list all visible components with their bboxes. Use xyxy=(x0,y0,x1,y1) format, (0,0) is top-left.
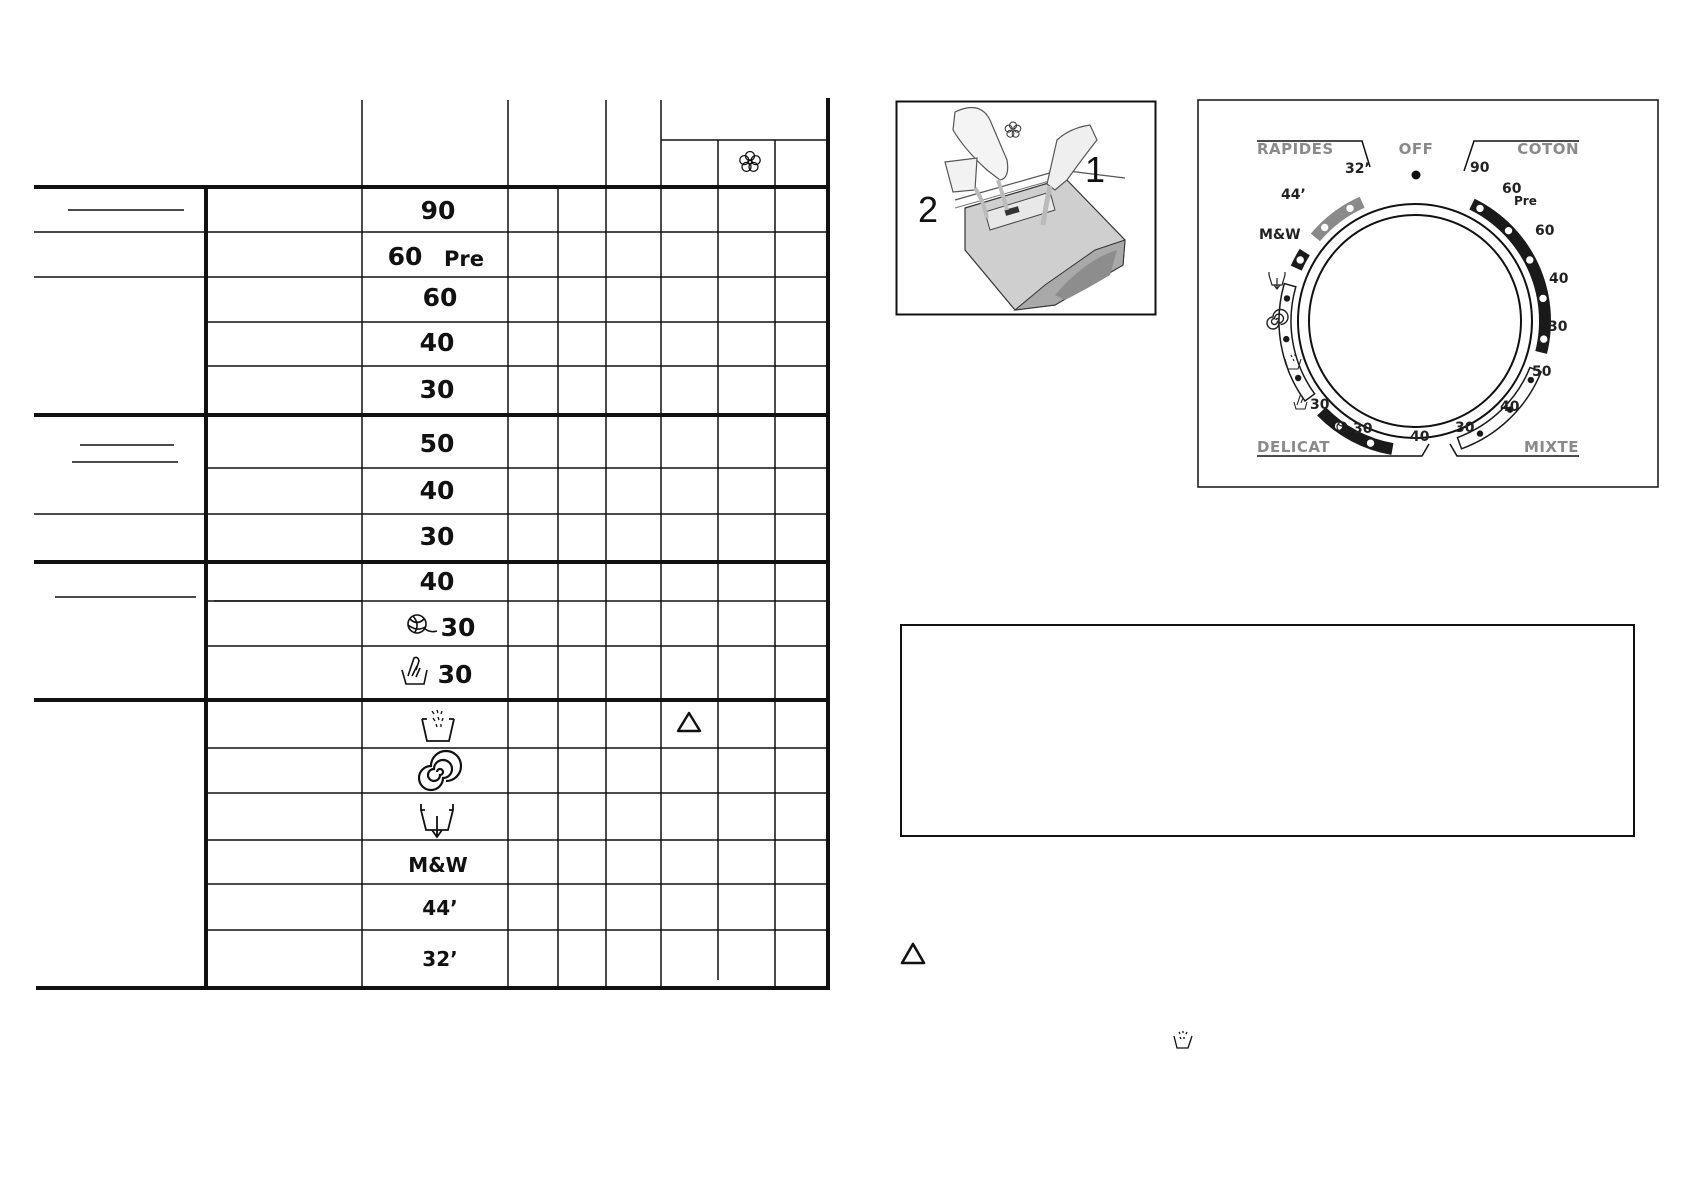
warning-triangle-icon xyxy=(678,713,700,731)
mw-dot xyxy=(1297,257,1303,263)
dial-label-d30wool: 30 xyxy=(1353,421,1373,437)
dial-label-mw: M&W xyxy=(1259,227,1301,243)
callout-2: 2 xyxy=(918,189,939,230)
wool-ball-icon xyxy=(408,615,437,633)
program-label: 32’ xyxy=(422,947,458,971)
program-suffix: Pre xyxy=(444,247,484,271)
dial-group-off: OFF xyxy=(1398,140,1434,158)
program-label: 50 xyxy=(419,429,455,458)
dial-group-delicat: DELICAT xyxy=(1257,438,1331,456)
dial-label-d40: 40 xyxy=(1410,429,1430,445)
program-label: 44’ xyxy=(422,896,458,920)
dial-label-m30: 30 xyxy=(1455,420,1475,436)
program-label: M&W xyxy=(408,853,468,877)
coton-dot xyxy=(1540,295,1546,301)
rapides-dot xyxy=(1321,224,1327,230)
program-label: 40 xyxy=(419,476,455,505)
coton-dot xyxy=(1477,205,1483,211)
program-label: 30 xyxy=(419,375,455,404)
program-label: 30 xyxy=(437,660,473,689)
program-label: 60 xyxy=(422,283,458,312)
dial-label-44: 44’ xyxy=(1281,187,1306,203)
program-dial-figure xyxy=(1197,99,1659,489)
program-label: 90 xyxy=(420,196,456,225)
program-label: 30 xyxy=(419,522,455,551)
dial-label-pre: Pre xyxy=(1514,194,1537,208)
coton-dot xyxy=(1527,257,1533,263)
program-label: 40 xyxy=(419,567,455,596)
functions-dot xyxy=(1295,375,1301,381)
dial-label-60pre: 60 xyxy=(1502,181,1522,197)
hand-wash-icon xyxy=(402,657,427,684)
off-dot xyxy=(1412,171,1421,180)
functions-dot xyxy=(1283,336,1289,342)
drain-icon xyxy=(421,804,453,837)
rinse-icon xyxy=(422,710,454,741)
spin-icon xyxy=(419,751,461,790)
coton-dot xyxy=(1505,227,1511,233)
program-label: 40 xyxy=(419,328,455,357)
dial-label-d30hand: 30 xyxy=(1310,397,1330,413)
dial-label-m50: 50 xyxy=(1532,364,1552,380)
dial-label-m40: 40 xyxy=(1500,399,1520,415)
dial-group-mixte: MIXTE xyxy=(1523,438,1579,456)
dial-group-coton: COTON xyxy=(1517,140,1579,158)
dial-label-40: 40 xyxy=(1549,271,1569,287)
program-label: 30 xyxy=(440,613,476,642)
program-label: 60 xyxy=(387,242,423,271)
coton-dot xyxy=(1541,336,1547,342)
detergent-drawer-figure xyxy=(895,100,1157,316)
rapides-dot xyxy=(1347,205,1353,211)
mixte-dot xyxy=(1477,430,1483,436)
delicat-dot xyxy=(1367,440,1373,446)
dial-label-90: 90 xyxy=(1470,160,1490,176)
dial-label-32: 32’ xyxy=(1345,161,1370,177)
functions-dot xyxy=(1284,295,1290,301)
flower-softener-icon xyxy=(740,152,760,172)
callout-1: 1 xyxy=(1085,149,1106,190)
dial-label-30: 30 xyxy=(1548,319,1568,335)
rinse-icon xyxy=(1172,1029,1194,1051)
dial-label-60: 60 xyxy=(1535,223,1555,239)
warning-triangle-icon xyxy=(899,941,927,967)
dial-group-rapides: RAPIDES xyxy=(1257,140,1334,158)
info-box xyxy=(900,624,1635,837)
